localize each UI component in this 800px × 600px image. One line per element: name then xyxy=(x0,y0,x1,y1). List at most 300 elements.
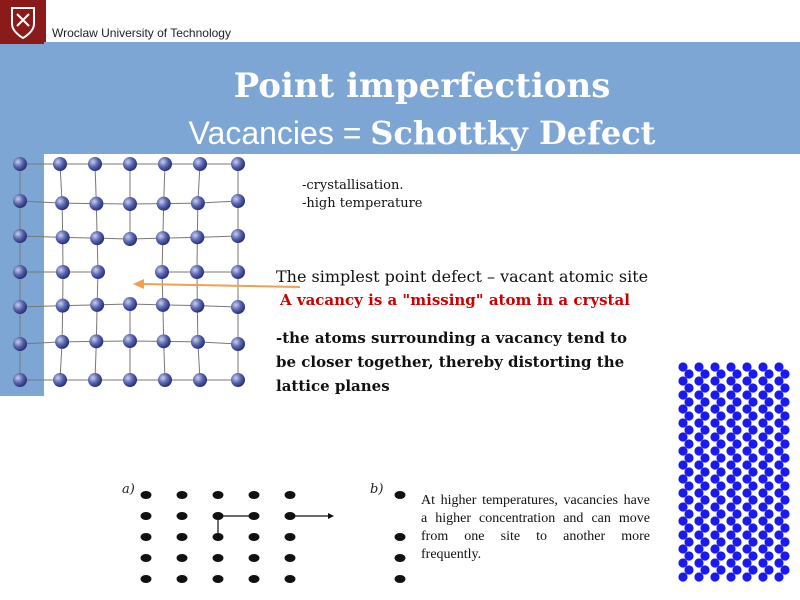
honeycomb-dot xyxy=(764,411,773,420)
atom xyxy=(13,229,27,243)
atom xyxy=(88,157,102,171)
honeycomb-dot xyxy=(774,530,783,539)
title-band xyxy=(44,42,800,154)
honeycomb-dot xyxy=(732,495,741,504)
atom xyxy=(156,231,170,245)
honeycomb-dot xyxy=(742,516,751,525)
lattice-dot xyxy=(141,554,152,562)
honeycomb-dot xyxy=(780,453,789,462)
honeycomb-dot xyxy=(716,481,725,490)
honeycomb-dot xyxy=(764,369,773,378)
atom xyxy=(90,298,104,312)
lattice-dot xyxy=(395,575,406,583)
honeycomb-dot xyxy=(710,404,719,413)
lattice-dot xyxy=(285,533,296,541)
honeycomb-dot xyxy=(758,390,767,399)
honeycomb-dot xyxy=(684,537,693,546)
lattice-dot xyxy=(285,512,296,520)
honeycomb-dot xyxy=(678,460,687,469)
honeycomb-dot xyxy=(742,446,751,455)
honeycomb-dot xyxy=(726,432,735,441)
honeycomb-dot xyxy=(700,481,709,490)
honeycomb-dot xyxy=(694,390,703,399)
honeycomb-dot xyxy=(758,362,767,371)
honeycomb-dot xyxy=(678,572,687,581)
atom xyxy=(90,231,104,245)
honeycomb-dot xyxy=(726,572,735,581)
honeycomb-dot xyxy=(678,404,687,413)
honeycomb-dot xyxy=(694,376,703,385)
atom xyxy=(231,229,245,243)
honeycomb-dot xyxy=(710,544,719,553)
honeycomb-dot xyxy=(748,551,757,560)
honeycomb-dot xyxy=(764,397,773,406)
atom xyxy=(53,373,67,387)
honeycomb-dot xyxy=(774,460,783,469)
honeycomb-dot xyxy=(700,439,709,448)
honeycomb-dot xyxy=(774,404,783,413)
honeycomb-dot xyxy=(684,439,693,448)
honeycomb-dot xyxy=(716,495,725,504)
honeycomb-dot xyxy=(780,509,789,518)
atom xyxy=(190,265,204,279)
atom xyxy=(158,157,172,171)
honeycomb-dot xyxy=(694,446,703,455)
honeycomb-dot xyxy=(742,418,751,427)
slide-title: Point imperfections xyxy=(233,66,611,106)
honeycomb-dot xyxy=(774,362,783,371)
honeycomb-dot xyxy=(758,432,767,441)
honeycomb-dot xyxy=(710,376,719,385)
honeycomb-dot xyxy=(678,558,687,567)
honeycomb-dot xyxy=(716,467,725,476)
honeycomb-dot xyxy=(710,460,719,469)
honeycomb-dot xyxy=(758,446,767,455)
honeycomb-dot xyxy=(684,481,693,490)
honeycomb-dot xyxy=(700,495,709,504)
atom xyxy=(231,373,245,387)
lattice-dot xyxy=(285,554,296,562)
atom xyxy=(123,197,137,211)
honeycomb-dot xyxy=(774,446,783,455)
honeycomb-dot xyxy=(748,425,757,434)
honeycomb-dot xyxy=(716,453,725,462)
honeycomb-dot xyxy=(780,411,789,420)
honeycomb-dot xyxy=(694,558,703,567)
honeycomb-dot xyxy=(758,530,767,539)
atom xyxy=(91,265,105,279)
honeycomb-dot xyxy=(748,453,757,462)
lattice-dot xyxy=(395,554,406,562)
honeycomb-dot xyxy=(742,404,751,413)
honeycomb-dot xyxy=(780,523,789,532)
honeycomb-dot xyxy=(684,369,693,378)
lattice-dot xyxy=(177,491,188,499)
lattice-dot xyxy=(395,491,406,499)
university-logo xyxy=(0,0,46,44)
distortion-text: -the atoms surrounding a vacancy tend to be closer together, thereby distorting the lattice planes xyxy=(276,329,628,395)
honeycomb-dot xyxy=(742,488,751,497)
honeycomb-dot xyxy=(742,474,751,483)
honeycomb-dot xyxy=(678,502,687,511)
honeycomb-dot xyxy=(726,530,735,539)
honeycomb-dot xyxy=(774,418,783,427)
honeycomb-dot xyxy=(678,432,687,441)
subtitle-prefix: Vacancies = xyxy=(188,115,371,151)
honeycomb-dot xyxy=(726,488,735,497)
honeycomb-dot xyxy=(700,551,709,560)
honeycomb-dot xyxy=(716,551,725,560)
atom xyxy=(13,373,27,387)
honeycomb-dot xyxy=(748,537,757,546)
lattice-dot xyxy=(141,512,152,520)
honeycomb-dot xyxy=(758,544,767,553)
honeycomb-dot xyxy=(780,383,789,392)
honeycomb-dot xyxy=(694,418,703,427)
atom xyxy=(13,157,27,171)
atom xyxy=(56,299,70,313)
atom xyxy=(231,157,245,171)
honeycomb-dot xyxy=(710,446,719,455)
honeycomb-dot xyxy=(764,383,773,392)
honeycomb-dot xyxy=(694,460,703,469)
honeycomb-dot xyxy=(726,446,735,455)
atom xyxy=(190,230,204,244)
lattice-dot xyxy=(249,491,260,499)
lattice-dot xyxy=(285,575,296,583)
honeycomb-dot xyxy=(764,467,773,476)
honeycomb-dot xyxy=(732,565,741,574)
honeycomb-dot xyxy=(710,432,719,441)
atom xyxy=(88,373,102,387)
honeycomb-dot xyxy=(758,460,767,469)
note-crystallisation: -crystallisation. xyxy=(302,178,404,193)
honeycomb-dot xyxy=(780,537,789,546)
honeycomb-dot xyxy=(764,425,773,434)
figure-label-b: b) xyxy=(370,482,384,497)
honeycomb-dot xyxy=(694,530,703,539)
honeycomb-dot xyxy=(726,376,735,385)
honeycomb-dot xyxy=(758,558,767,567)
honeycomb-dot xyxy=(748,397,757,406)
honeycomb-dot xyxy=(716,509,725,518)
honeycomb-dot xyxy=(748,565,757,574)
honeycomb-dot xyxy=(758,516,767,525)
atom xyxy=(190,299,204,313)
atom xyxy=(156,298,170,312)
honeycomb-dot xyxy=(678,488,687,497)
honeycomb-dot xyxy=(710,502,719,511)
honeycomb-dot xyxy=(764,481,773,490)
mobility-text: At higher temperatures, vacancies have a higher concentration and can move from one site to another more frequently. xyxy=(421,493,650,562)
subtitle-bold: Schottky Defect xyxy=(370,114,656,152)
atom xyxy=(157,334,171,348)
honeycomb-dot xyxy=(774,488,783,497)
honeycomb-dot xyxy=(748,481,757,490)
honeycomb-dot xyxy=(710,390,719,399)
honeycomb-dot xyxy=(694,516,703,525)
vacancy-movement-figure xyxy=(110,475,420,595)
atom xyxy=(191,335,205,349)
atom xyxy=(123,334,137,348)
honeycomb-dot xyxy=(758,488,767,497)
honeycomb-dot xyxy=(748,439,757,448)
atom xyxy=(13,337,27,351)
vacancy-arrowhead xyxy=(133,279,144,289)
lattice-dot xyxy=(141,491,152,499)
honeycomb-dot xyxy=(764,509,773,518)
atom xyxy=(157,197,171,211)
honeycomb-dot xyxy=(748,369,757,378)
honeycomb-dot xyxy=(678,544,687,553)
honeycomb-dot xyxy=(678,362,687,371)
atom xyxy=(231,337,245,351)
atom xyxy=(231,265,245,279)
atom xyxy=(56,230,70,244)
vacancy-highlight: A vacancy is a "missing" atom in a crystal xyxy=(280,291,630,309)
honeycomb-dot xyxy=(684,565,693,574)
honeycomb-dot xyxy=(700,467,709,476)
honeycomb-dot xyxy=(700,565,709,574)
honeycomb-dot xyxy=(748,509,757,518)
atom xyxy=(231,300,245,314)
honeycomb-dot xyxy=(678,530,687,539)
honeycomb-dot xyxy=(758,572,767,581)
atom xyxy=(89,334,103,348)
honeycomb-dot xyxy=(732,383,741,392)
honeycomb-dot xyxy=(758,418,767,427)
lattice-dot xyxy=(213,554,224,562)
lattice-dot xyxy=(249,533,260,541)
honeycomb-dot xyxy=(780,467,789,476)
honeycomb-dot xyxy=(774,432,783,441)
honeycomb-dot xyxy=(726,474,735,483)
honeycomb-dot xyxy=(726,390,735,399)
honeycomb-dot xyxy=(694,572,703,581)
honeycomb-dot xyxy=(684,551,693,560)
honeycomb-dot xyxy=(742,432,751,441)
honeycomb-dot xyxy=(764,439,773,448)
atom xyxy=(123,157,137,171)
honeycomb-dot xyxy=(684,509,693,518)
honeycomb-dot xyxy=(780,397,789,406)
honeycomb-dot xyxy=(716,425,725,434)
honeycomb-dot xyxy=(710,362,719,371)
honeycomb-dot xyxy=(700,397,709,406)
honeycomb-dot xyxy=(748,523,757,532)
atom xyxy=(89,197,103,211)
honeycomb-dot xyxy=(732,439,741,448)
note-high-temperature: -high temperature xyxy=(302,196,423,211)
honeycomb-dot xyxy=(732,425,741,434)
vacancy-lattice-figure xyxy=(0,154,300,394)
honeycomb-dot xyxy=(710,488,719,497)
honeycomb-dot xyxy=(716,537,725,546)
honeycomb-dot xyxy=(742,558,751,567)
honeycomb-dot xyxy=(732,509,741,518)
honeycomb-dot xyxy=(732,411,741,420)
honeycomb-dot xyxy=(774,544,783,553)
lattice-dot xyxy=(177,533,188,541)
honeycomb-dot xyxy=(694,432,703,441)
honeycomb-dot xyxy=(716,383,725,392)
atom xyxy=(123,373,137,387)
honeycomb-dot xyxy=(678,446,687,455)
lattice-dot xyxy=(249,554,260,562)
honeycomb-dot xyxy=(726,460,735,469)
honeycomb-dot xyxy=(684,425,693,434)
honeycomb-dot xyxy=(732,397,741,406)
honeycomb-dot xyxy=(726,558,735,567)
honeycomb-dot xyxy=(764,523,773,532)
atom xyxy=(191,196,205,210)
honeycomb-dot xyxy=(764,551,773,560)
lattice-dot xyxy=(177,554,188,562)
honeycomb-dot xyxy=(774,516,783,525)
honeycomb-dot xyxy=(678,390,687,399)
atom xyxy=(55,335,69,349)
atom xyxy=(155,265,169,279)
honeycomb-dot xyxy=(678,474,687,483)
honeycomb-lattice-figure xyxy=(676,362,792,584)
honeycomb-dot xyxy=(678,376,687,385)
figure-label-a: a) xyxy=(122,482,135,497)
honeycomb-dot xyxy=(684,411,693,420)
honeycomb-dot xyxy=(700,453,709,462)
honeycomb-dot xyxy=(742,376,751,385)
honeycomb-dot xyxy=(694,502,703,511)
honeycomb-dot xyxy=(748,411,757,420)
honeycomb-dot xyxy=(732,523,741,532)
honeycomb-dot xyxy=(774,558,783,567)
honeycomb-dot xyxy=(748,495,757,504)
honeycomb-dot xyxy=(742,530,751,539)
honeycomb-dot xyxy=(780,565,789,574)
honeycomb-dot xyxy=(700,509,709,518)
honeycomb-dot xyxy=(684,495,693,504)
honeycomb-dot xyxy=(726,404,735,413)
lattice-dot xyxy=(213,575,224,583)
honeycomb-dot xyxy=(774,502,783,511)
honeycomb-dot xyxy=(684,453,693,462)
honeycomb-dot xyxy=(732,453,741,462)
honeycomb-dot xyxy=(764,453,773,462)
honeycomb-dot xyxy=(780,551,789,560)
honeycomb-dot xyxy=(732,551,741,560)
honeycomb-dot xyxy=(700,523,709,532)
honeycomb-dot xyxy=(726,418,735,427)
honeycomb-dot xyxy=(732,537,741,546)
lattice-dot xyxy=(285,491,296,499)
honeycomb-dot xyxy=(710,474,719,483)
honeycomb-dot xyxy=(742,502,751,511)
honeycomb-dot xyxy=(684,467,693,476)
university-name: Wroclaw University of Technology xyxy=(52,26,231,40)
honeycomb-dot xyxy=(732,467,741,476)
honeycomb-dot xyxy=(742,362,751,371)
honeycomb-dot xyxy=(710,530,719,539)
lattice-dot xyxy=(213,491,224,499)
honeycomb-dot xyxy=(710,558,719,567)
honeycomb-dot xyxy=(684,397,693,406)
atom xyxy=(53,157,67,171)
honeycomb-dot xyxy=(700,537,709,546)
honeycomb-dot xyxy=(742,544,751,553)
lattice-dot xyxy=(177,575,188,583)
atom xyxy=(13,265,27,279)
honeycomb-dot xyxy=(748,383,757,392)
honeycomb-dot xyxy=(774,572,783,581)
honeycomb-dot xyxy=(726,362,735,371)
honeycomb-dot xyxy=(732,481,741,490)
lattice-dot xyxy=(141,575,152,583)
honeycomb-dot xyxy=(780,481,789,490)
honeycomb-dot xyxy=(678,516,687,525)
honeycomb-dot xyxy=(694,404,703,413)
honeycomb-dot xyxy=(726,544,735,553)
lattice-dot xyxy=(213,533,224,541)
atom xyxy=(123,297,137,311)
honeycomb-dot xyxy=(684,383,693,392)
shield-icon xyxy=(0,0,46,44)
honeycomb-dot xyxy=(726,516,735,525)
honeycomb-dot xyxy=(716,369,725,378)
honeycomb-dot xyxy=(780,439,789,448)
atom xyxy=(13,300,27,314)
honeycomb-dot xyxy=(710,516,719,525)
honeycomb-dot xyxy=(758,502,767,511)
honeycomb-dot xyxy=(774,390,783,399)
honeycomb-dot xyxy=(716,523,725,532)
lattice-dot xyxy=(141,533,152,541)
honeycomb-dot xyxy=(678,418,687,427)
atom xyxy=(123,232,137,246)
honeycomb-dot xyxy=(710,572,719,581)
atom xyxy=(193,157,207,171)
honeycomb-dot xyxy=(694,474,703,483)
honeycomb-dot xyxy=(748,467,757,476)
honeycomb-dot xyxy=(758,404,767,413)
honeycomb-dot xyxy=(716,439,725,448)
honeycomb-dot xyxy=(742,390,751,399)
slide-subtitle xyxy=(44,114,800,152)
honeycomb-dot xyxy=(780,425,789,434)
honeycomb-dot xyxy=(764,495,773,504)
atom xyxy=(56,265,70,279)
lattice-dot xyxy=(249,575,260,583)
honeycomb-dot xyxy=(764,565,773,574)
honeycomb-dot xyxy=(764,537,773,546)
honeycomb-dot xyxy=(694,488,703,497)
honeycomb-dot xyxy=(716,397,725,406)
honeycomb-dot xyxy=(710,418,719,427)
honeycomb-dot xyxy=(742,460,751,469)
honeycomb-dot xyxy=(774,376,783,385)
definition-text: The simplest point defect – vacant atomic site xyxy=(276,267,649,286)
honeycomb-dot xyxy=(684,523,693,532)
honeycomb-dot xyxy=(716,411,725,420)
honeycomb-dot xyxy=(780,369,789,378)
honeycomb-dot xyxy=(726,502,735,511)
honeycomb-dot xyxy=(758,474,767,483)
honeycomb-dot xyxy=(694,544,703,553)
lattice-dot xyxy=(177,512,188,520)
honeycomb-dot xyxy=(716,565,725,574)
honeycomb-dot xyxy=(700,369,709,378)
atom xyxy=(193,373,207,387)
honeycomb-dot xyxy=(758,376,767,385)
atom xyxy=(13,194,27,208)
